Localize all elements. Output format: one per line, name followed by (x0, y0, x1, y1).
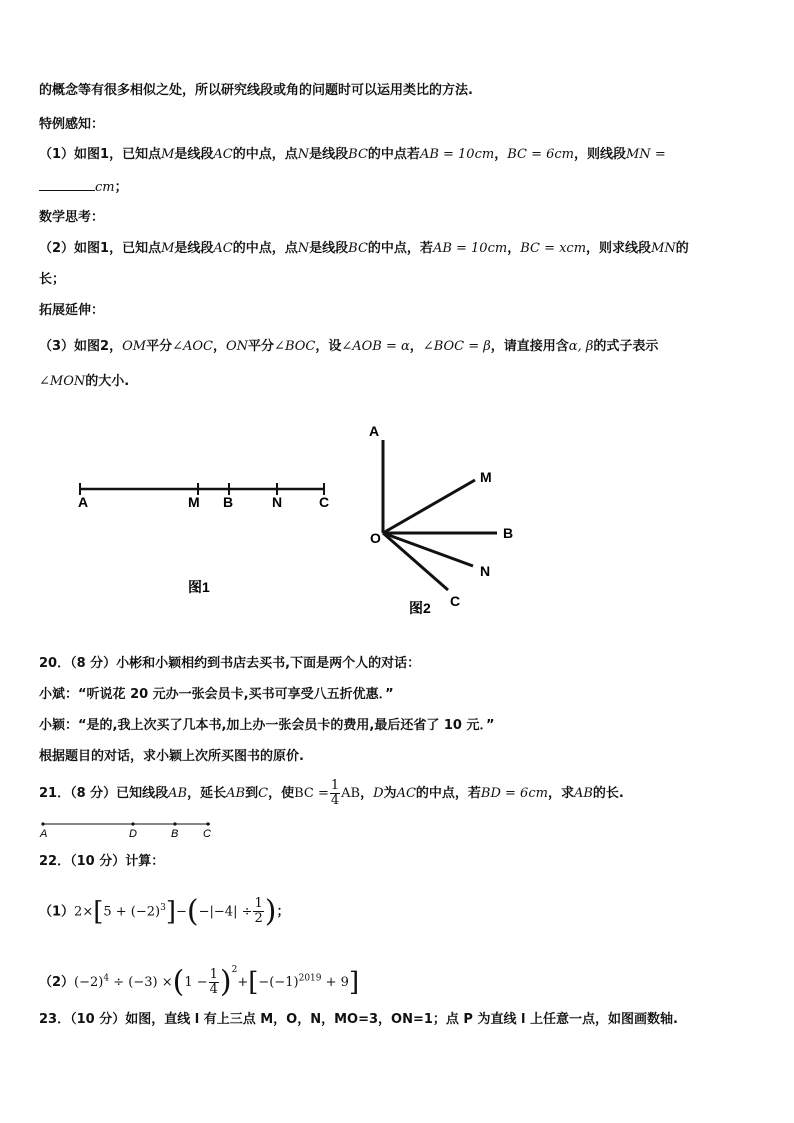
section-title-ext: 拓展延伸： (39, 303, 105, 318)
question-3: （3）如图2，OM平分∠AOC，ON平分∠BOC，设∠AOB = α，∠BOC = β，请直接用含α, β的式子表示 (39, 339, 659, 354)
question-20: 20．（8 分）小彬和小颖相约到书店去买书,下面是两个人的对话： (39, 656, 421, 671)
fig1-caption: 图1 (188, 579, 210, 595)
fig21-label-c: C (203, 828, 211, 840)
question-20-line-4: 根据题目的对话，求小颖上次所买图书的原价. (39, 749, 304, 764)
section-title-tese: 特例感知： (39, 117, 105, 132)
fig2-label-m: M (480, 469, 492, 485)
question-3-tail: ∠MON的大小. (39, 374, 130, 389)
fig2-label-c: C (450, 593, 461, 609)
question-20-line-3: 小颖：“是的,我上次买了几本书,加上办一张会员卡的费用,最后还省了 10 元．” (39, 718, 495, 733)
question-22-part-1: $(1)2\times[5 + (-2)^3]-(-|-4|$ ÷ $\frac{1}{2}$ )； (39, 893, 290, 929)
question-22: 22．（10 分）计算： (39, 854, 165, 869)
fig21-label-a: A (40, 828, 48, 840)
question-1: （1）如图1，已知点M是线段AC的中点，点N是线段BC的中点若AB = 10cm，BC = 6cm，则线段MN = (39, 147, 666, 162)
question-23: 23．（10 分）如图，直线 l 有上三点 M，O，N，MO=3，ON=1；点 P 为直线 l 上任意一点，如图画数轴. (39, 1012, 678, 1027)
fig1-label-m: M (188, 494, 200, 510)
fraction-one-half: $\frac{1}{2}$ (254, 896, 263, 927)
ray-on (383, 533, 473, 566)
figure-1 (60, 470, 360, 610)
fig1-label-c: C (319, 494, 330, 510)
question-20-line-2: 小斌：“听说花 20 元办一张会员卡,买书可享受八五折优惠．” (39, 687, 394, 702)
ray-oc (383, 533, 448, 590)
intro-text: 的概念等有很多相似之处，所以研究线段或角的问题时可以运用类比的方法. (39, 83, 473, 98)
question-2-tail: 长； (39, 272, 66, 287)
figure-21 (38, 818, 228, 842)
question-2: （2）如图1，已知点M是线段AC的中点，点N是线段BC的中点，若AB = 10cm，BC = xcm，则求线段MN的 (39, 241, 689, 256)
fig1-label-a: A (78, 494, 89, 510)
ray-om (383, 480, 475, 533)
answer-blank[interactable] (39, 178, 95, 191)
fig21-label-d: D (129, 828, 137, 840)
question-21: 21．（8 分）已知线段AB，延长AB到C，使BC = $\frac{1}{4}$ AB，D为AC的中点，若BD = 6cm，求AB的长. (39, 778, 624, 808)
fig2-label-b: B (503, 525, 514, 541)
figure-2 (360, 420, 540, 620)
fig1-label-n: N (272, 494, 283, 510)
fraction-one-quarter: $\frac{1}{4}$ (330, 778, 340, 808)
fig21-label-b: B (171, 828, 179, 840)
question-1-answer: cm； (39, 178, 128, 197)
fig2-label-n: N (480, 563, 491, 579)
question-22-part-2: $(2)(-2)^4 \div (-3) \times(1$ − $\frac{1}{4}$ )$^2+[-(-1)^{2019} + 9]$ (39, 964, 360, 1000)
fig2-label-a: A (369, 423, 380, 439)
fig2-caption: 图2 (409, 600, 431, 616)
fig2-label-o: O (370, 530, 381, 546)
section-title-think: 数学思考： (39, 210, 105, 225)
fig1-label-b: B (223, 494, 234, 510)
fraction-one-quarter-2: $\frac{1}{4}$ (209, 967, 218, 997)
